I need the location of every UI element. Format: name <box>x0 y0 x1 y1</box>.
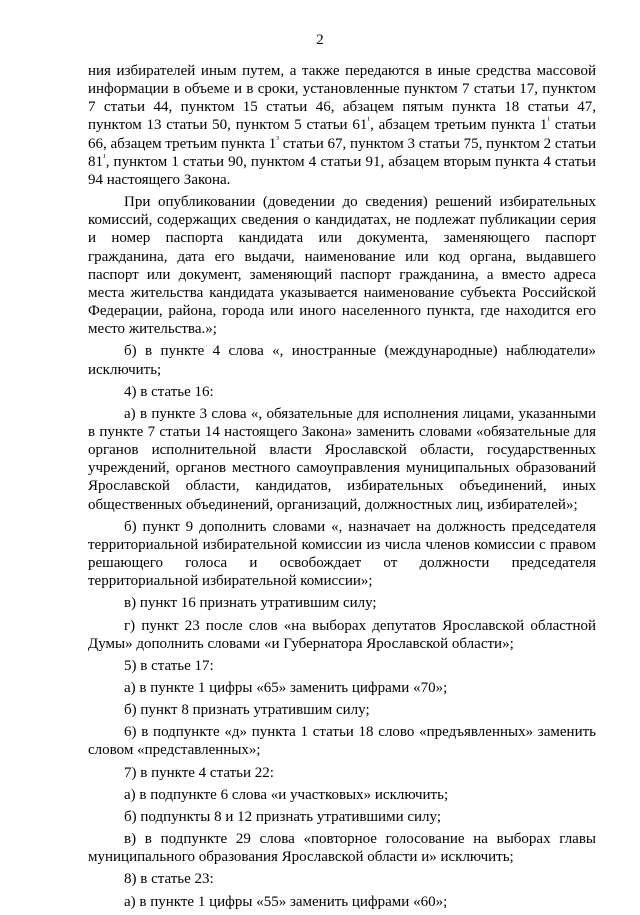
paragraph: 5) в статье 17: <box>124 657 214 674</box>
paragraph: а) в пункте 1 цифры «65» заменить цифрами «70»; <box>124 680 448 696</box>
paragraph: а) в подпункте 6 слова «и участковых» исключить; <box>124 786 449 803</box>
paragraph: ния избирателей иным путем, а также передаются в иные средства массовой информации в объеме и в сроки, установленные пунктом 7 статьи 17, пунктом 7 статьи 44, пунктом 15 статьи 46, абзацем пятым пункта 18 статьи 47, пунктом 13 статьи 50, пунктом 5 статьи $61^{^1}$, абзацем третьим пункта $1^{^1}$ статьи 66, абзацем третьим пункта $1^{^3}$ статьи 67, пунктом 3 статьи 75, пунктом 2 статьи $81^{^1}$, пунктом 1 статьи 90, пунктом 4 статьи 91, абзацем вторым пункта 4 статьи 94 настоящего Закона. <box>88 63 597 188</box>
paragraph: в) в подпункте 29 слова «повторное голосование на выборах главы муниципального образования Ярославской области и» исключить; <box>88 831 596 866</box>
page-number: 2 <box>316 32 324 48</box>
paragraph: 7) в пункте 4 статьи 22: <box>124 764 274 781</box>
paragraph: а) в пункте 1 цифры «55» заменить цифрами «60»; <box>124 893 448 910</box>
paragraph: б) в пункте 4 слова «, иностранные (международные) наблюдатели» исключить; <box>88 343 596 378</box>
document-body <box>88 62 596 915</box>
paragraph: а) в пункте 3 слова «, обязательные для исполнения лицами, указанными в пункте 7 статьи 14 настоящего Закона» заменить словами «обязательные для органов исполнительной власти Ярославской области, государственных учреждений, органов местного самоуправления муниципальных образований Ярославской области, кандидатов, избирательных объединений, иных общественных объединений, организаций, должностных лиц, избирателей»; <box>88 405 596 513</box>
paragraph: б) пункт 8 признать утратившим силу; <box>124 702 370 719</box>
paragraph: 6) в подпункте «д» пункта 1 статьи 18 слово «предъявленных» заменить словом «представленных»; <box>88 724 596 759</box>
paragraph: в) пункт 16 признать утратившим силу; <box>124 595 377 612</box>
paragraph: 8) в статье 23: <box>124 871 214 888</box>
paragraph: б) пункт 9 дополнить словами «, назначает на должность председателя территориальной избирательной комиссии из числа членов комиссии с правом решающего голоса и освобождает от должности председателя территориальной избирательной комиссии»; <box>88 518 596 590</box>
paragraph: 4) в статье 16: <box>124 383 214 400</box>
paragraph: б) подпункты 8 и 12 признать утратившими силу; <box>124 808 441 825</box>
paragraph: г) пункт 23 после слов «на выборах депутатов Ярославской областной Думы» дополнить словами «и Губернатора Ярославской области»; <box>88 617 596 652</box>
paragraph: При опубликовании (доведении до сведения) решений избирательных комиссий, содержащих сведения о кандидатах, не подлежат публикации серия и номер паспорта кандидата или документа, заменяющего паспорт гражданина, дата его выдачи, наименование или код органа, выдавшего паспорт или документ, заменяющий паспорт гражданина, а вместо адреса места жительства кандидата указывается наименование субъекта Российской Федерации, района, города или иного населенного пункта, где находится его место жительства.»; <box>88 194 596 338</box>
